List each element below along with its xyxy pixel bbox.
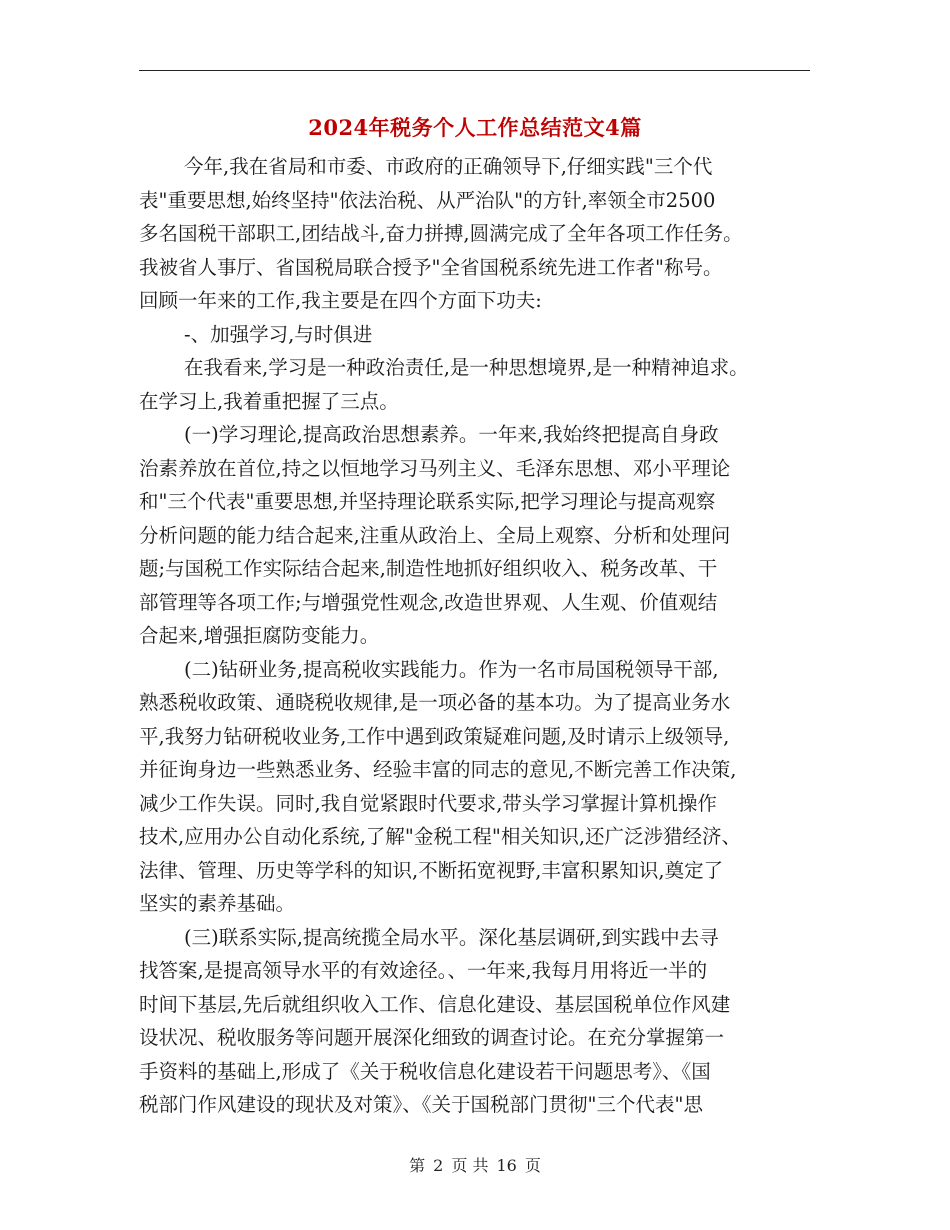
body-line: 表"重要思想,始终坚持"依法治税、从严治队"的方针,率领全市2500: [139, 188, 716, 212]
body-line: 平,我努力钻研税收业务,工作中遇到政策疑难问题,及时请示上级领导,: [139, 724, 730, 748]
body-line: 多名国税干部职工,团结战斗,奋力拼搏,圆满完成了全年各项工作任务。: [139, 222, 743, 245]
body-line: 今年,我在省局和市委、市政府的正确领导下,仔细实践"三个代: [184, 155, 713, 178]
document-body: [139, 150, 829, 1122]
body-line: 合起来,增强拒腐防变能力。: [139, 624, 380, 647]
body-line: 税部门作风建设的现状及对策》、《关于国税部门贯彻"三个代表"思: [139, 1093, 703, 1116]
body-line: 找答案,是提高领导水平的有效途径。、一年来,我每月用将近一半的: [139, 959, 708, 982]
body-line: 和"三个代表"重要思想,并坚持理论联系实际,把学习理论与提高观察: [139, 490, 716, 513]
body-line: 在我看来,学习是一种政治责任,是一种思想境界,是一种精神追求。: [184, 356, 749, 379]
body-line: 部管理等各项工作;与增强党性观念,改造世界观、人生观、价值观结: [139, 590, 718, 614]
body-line: 治素养放在首位,持之以恒地学习马列主义、毛泽东思想、邓小平理论: [139, 456, 731, 480]
body-line: 坚实的素养基础。: [139, 892, 296, 915]
body-line: 设状况、税收服务等问题开展深化细致的调查讨论。在充分掌握第一: [139, 1026, 725, 1049]
footer-middle: 页 共: [451, 1156, 489, 1175]
body-line: 我被省人事厅、省国税局联合授予"全省国税系统先进工作者"称号。: [139, 255, 723, 279]
footer-suffix: 页: [524, 1156, 541, 1175]
body-line: 法律、管理、历史等学科的知识,不断拓宽视野,丰富积累知识,奠定了: [139, 858, 724, 882]
body-line: 技术,应用办公自动化系统,了解"金税工程"相关知识,还广泛涉猎经济、: [139, 825, 742, 848]
page-footer: [0, 1153, 950, 1176]
body-line: 手资料的基础上,形成了《关于税收信息化建设若干问题思考》、《国: [139, 1059, 711, 1083]
body-line: 减少工作失误。同时,我自觉紧跟时代要求,带头学习掌握计算机操作: [139, 791, 717, 815]
body-line: 回顾一年来的工作,我主要是在四个方面下功夫:: [139, 289, 542, 312]
body-line: 在学习上,我着重把握了三点。: [139, 389, 399, 413]
footer-total-pages: 16: [496, 1156, 517, 1175]
body-line: 熟悉税收政策、通晓税收规律,是一项必备的基本功。为了提高业务水: [139, 691, 731, 714]
body-line: 并征询身边一些熟悉业务、经验丰富的同志的意见,不断完善工作决策,: [139, 758, 737, 781]
body-line: 题;与国税工作实际结合起来,制造性地抓好组织收入、税务改革、干: [139, 557, 718, 580]
footer-prefix: 第: [409, 1156, 426, 1175]
body-line: -、加强学习,与时俱进: [184, 322, 373, 346]
document-title: 2024年税务个人工作总结范文4篇: [308, 115, 642, 140]
body-line: (三)联系实际,提高统揽全局水平。深化基层调研,到实践中去寻: [184, 925, 719, 949]
footer-page-number: 2: [433, 1156, 444, 1175]
body-line: (一)学习理论,提高政治思想素养。一年来,我始终把提高自身政: [184, 423, 719, 446]
body-line: 分析问题的能力结合起来,注重从政治上、全局上观察、分析和处理问: [139, 523, 731, 547]
body-line: (二)钻研业务,提高税收实践能力。作为一名市局国税领导干部,: [184, 657, 719, 681]
header-rule: [139, 70, 810, 71]
body-line: 时间下基层,先后就组织收入工作、信息化建设、基层国税单位作风建: [139, 992, 731, 1016]
